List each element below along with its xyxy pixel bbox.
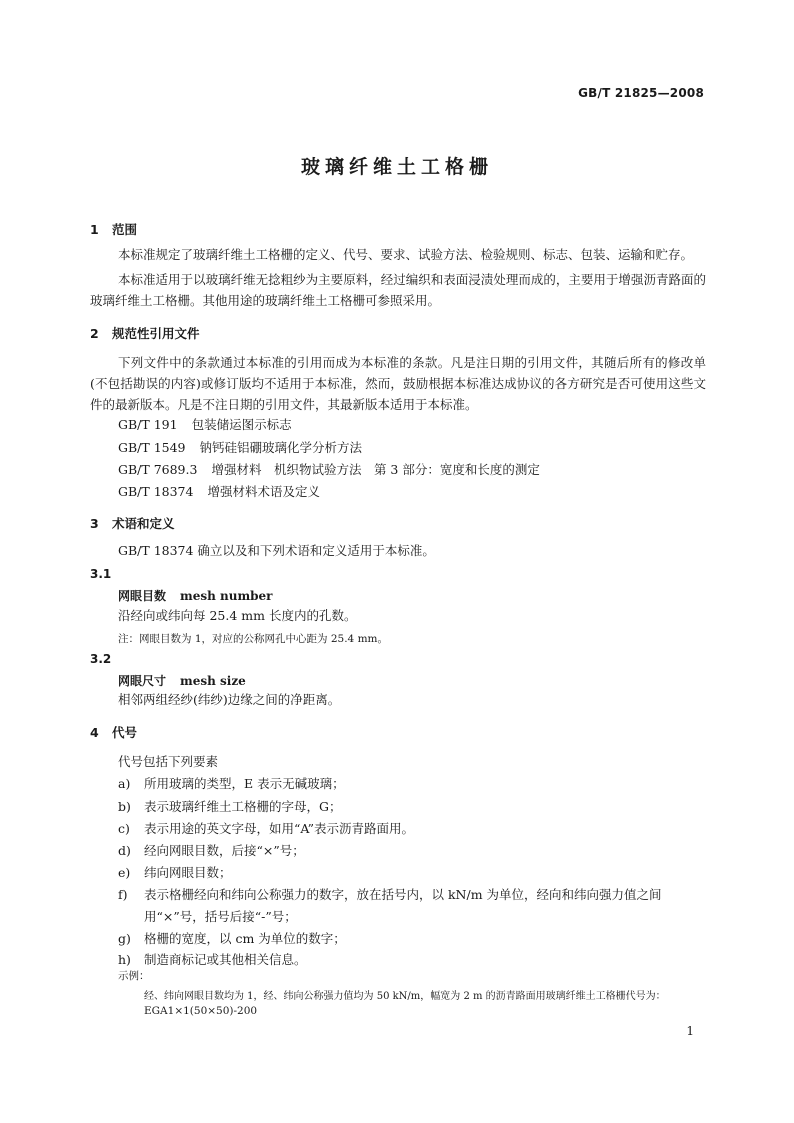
list-item xyxy=(118,774,345,794)
list-text: 表示用途的英文字母，如用“A”表示沥青路面用。 xyxy=(144,821,414,836)
section-number: 1 xyxy=(90,222,99,237)
section-3-intro: GB/T 18374 确立以及和下列术语和定义适用于本标准。 xyxy=(118,543,435,558)
reference-code: GB/T 18374 xyxy=(118,484,194,499)
clause-number: 3.2 xyxy=(90,652,112,666)
reference-title: 增强材料 机织物试验方法 第 3 部分：宽度和长度的测定 xyxy=(211,462,540,477)
section-title: 规范性引用文件 xyxy=(112,326,200,341)
reference-code: GB/T 7689.3 xyxy=(118,462,198,477)
term-chinese: 网眼尺寸 xyxy=(118,674,167,688)
list-text: 经向网眼目数，后接“×”号； xyxy=(144,843,305,858)
section-title: 范围 xyxy=(112,222,138,237)
reference-item xyxy=(118,415,292,435)
list-item xyxy=(118,863,232,883)
example-label: 示例： xyxy=(118,970,150,982)
list-text: 格栅的宽度，以 cm 为单位的数字； xyxy=(144,931,346,946)
section-number: 3 xyxy=(90,516,99,531)
list-text: 制造商标记或其他相关信息。 xyxy=(144,952,307,967)
list-item xyxy=(118,797,342,817)
page-number: 1 xyxy=(686,1024,694,1038)
section-2-paragraph-1: 下列文件中的条款通过本标准的引用而成为本标准的条款。凡是注日期的引用文件，其随后所有的修改单(不包括勘误的内容)或修订版均不适用于本标准，然而，鼓励根据本标准达成协议的各方研究是否可使用这些文件的最新版本。凡是不注日期的引用文件，其最新版本适用于本标准。 xyxy=(90,355,706,412)
list-letter: f) xyxy=(118,887,128,902)
list-text: 纬向网眼目数； xyxy=(144,865,232,880)
reference-item xyxy=(118,482,320,502)
term-english: mesh number xyxy=(180,589,273,603)
example-code: EGA1×1(50×50)-200 xyxy=(144,1005,258,1017)
term-3-2 xyxy=(118,672,246,689)
list-letter: g) xyxy=(118,931,131,946)
list-item xyxy=(118,885,662,905)
section-title: 代号 xyxy=(112,725,138,740)
list-item xyxy=(118,950,307,970)
term-english: mesh size xyxy=(180,674,246,688)
section-1-heading xyxy=(90,220,137,238)
section-number: 2 xyxy=(90,326,99,341)
term-3-1 xyxy=(118,587,273,604)
section-1-paragraph-1: 本标准规定了玻璃纤维土工格栅的定义、代号、要求、试验方法、检验规则、标志、包装、运输和贮存。 xyxy=(118,247,694,262)
list-item-continuation: 用“×”号，括号后接“-”号； xyxy=(144,909,297,924)
reference-code: GB/T 1549 xyxy=(118,440,186,455)
term-note: 注：网眼目数为 1，对应的公称网孔中心距为 25.4 mm。 xyxy=(118,633,388,645)
list-letter: a) xyxy=(118,776,131,791)
section-2-heading xyxy=(90,324,200,342)
reference-item xyxy=(118,438,362,458)
reference-item xyxy=(118,460,540,480)
reference-title: 增强材料术语及定义 xyxy=(207,484,320,499)
list-text: 所用玻璃的类型，E 表示无碱玻璃； xyxy=(144,776,345,791)
list-letter: b) xyxy=(118,799,131,814)
reference-title: 钠钙硅铝硼玻璃化学分析方法 xyxy=(199,440,363,455)
document-title: 玻璃纤维土工格栅 xyxy=(300,156,493,178)
reference-title: 包装储运图示标志 xyxy=(191,417,292,432)
section-number: 4 xyxy=(90,725,99,740)
list-item xyxy=(118,819,414,839)
term-definition: 相邻两组经纱(纬纱)边缘之间的净距离。 xyxy=(118,692,341,707)
section-4-heading xyxy=(90,723,137,741)
section-4-intro: 代号包括下列要素 xyxy=(118,754,219,769)
section-1-paragraph-2: 本标准适用于以玻璃纤维无捻粗纱为主要原料，经过编织和表面浸渍处理而成的，主要用于增强沥青路面的玻璃纤维土工格栅。其他用途的玻璃纤维土工格栅可参照采用。 xyxy=(90,272,706,308)
list-letter: h) xyxy=(118,952,131,967)
list-text: 表示玻璃纤维土工格栅的字母，G； xyxy=(144,799,342,814)
section-title: 术语和定义 xyxy=(112,516,175,531)
list-text: 表示格栅经向和纬向公称强力的数字，放在括号内，以 kN/m 为单位，经向和纬向强力值之间 xyxy=(144,887,662,902)
list-item xyxy=(118,929,346,949)
list-item xyxy=(118,841,305,861)
example-text: 经、纬向网眼目数均为 1，经、纬向公称强力值均为 50 kN/m，幅宽为 2 m 的沥青路面用玻璃纤维土工格栅代号为： xyxy=(144,991,666,1002)
term-definition: 沿经向或纬向每 25.4 mm 长度内的孔数。 xyxy=(118,608,357,623)
reference-code: GB/T 191 xyxy=(118,417,178,432)
list-letter: e) xyxy=(118,865,131,880)
clause-number: 3.1 xyxy=(90,567,112,581)
list-letter: c) xyxy=(118,821,130,836)
term-chinese: 网眼目数 xyxy=(118,589,167,603)
standard-number: GB/T 21825—2008 xyxy=(578,86,704,100)
section-3-heading xyxy=(90,514,175,532)
list-letter: d) xyxy=(118,843,131,858)
